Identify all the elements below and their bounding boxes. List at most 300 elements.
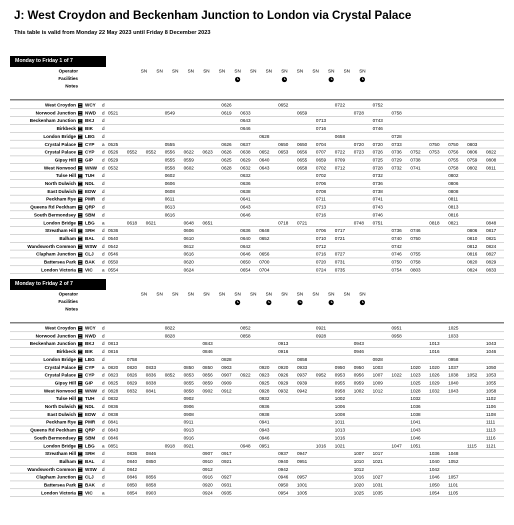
rail-symbol-icon <box>78 366 82 370</box>
departure-time: 1121 <box>486 443 496 449</box>
rail-symbol-icon <box>78 405 82 409</box>
departure-time: 0720 <box>315 259 327 265</box>
rail-symbol-icon <box>78 389 82 393</box>
operator-code: SN <box>156 291 163 297</box>
departure-time: 0741 <box>372 196 383 202</box>
arr-dep-flag: d <box>102 110 105 116</box>
departure-time: 0702 <box>315 173 327 179</box>
departure-time: 0659 <box>315 157 327 163</box>
arr-dep-flag: d <box>102 157 105 163</box>
station-code: CYP <box>85 372 95 378</box>
departure-time: 0829 <box>486 259 497 265</box>
departure-time: 0943 <box>259 427 270 433</box>
departure-time: 0813 <box>108 341 119 347</box>
rail-symbol-icon <box>78 475 82 479</box>
departure-time: 1047 <box>391 443 402 449</box>
departure-time: 0710 <box>315 235 327 241</box>
arr-dep-flag: d <box>102 188 105 194</box>
departure-time: 0842 <box>126 466 138 472</box>
arr-dep-flag: d <box>102 204 105 210</box>
departure-time: 0926 <box>278 372 289 378</box>
departure-time: 0811 <box>448 196 459 202</box>
departure-time: 1020 <box>353 482 364 488</box>
departure-time: 0720 <box>372 141 383 147</box>
departure-time: 1106 <box>486 404 496 409</box>
rail-symbol-icon <box>78 143 82 147</box>
station-name: East Dulwich <box>47 188 76 194</box>
departure-time: 0722 <box>334 149 346 155</box>
departure-time: 0850 <box>126 482 138 488</box>
departure-time: 1105 <box>448 490 459 496</box>
departure-time: 0917 <box>221 451 232 457</box>
departure-time: 0852 <box>164 372 175 378</box>
departure-time: 0750 <box>429 141 440 147</box>
departure-time: 0833 <box>145 364 157 370</box>
departure-time: 0928 <box>315 333 327 339</box>
clock-face-icon <box>329 77 334 82</box>
departure-time: 0958 <box>391 333 402 339</box>
station-name: Birkbeck <box>56 349 76 355</box>
departure-time: 0806 <box>467 228 478 234</box>
departure-time: 1002 <box>353 388 364 394</box>
departure-time: 1022 <box>391 372 402 378</box>
station-name: London Bridge <box>43 133 76 139</box>
departure-time: 1011 <box>334 419 345 425</box>
departure-time: 0620 <box>183 259 194 265</box>
station-name: Tulse Hill <box>55 173 76 179</box>
departure-time: 1054 <box>429 490 440 496</box>
departure-time: 0752 <box>410 149 421 155</box>
departure-time: 0642 <box>240 243 251 249</box>
departure-time: 0755 <box>448 157 459 163</box>
departure-time: 0658 <box>297 165 308 171</box>
rail-symbol-icon <box>78 150 82 154</box>
departure-time: 1053 <box>486 372 497 378</box>
station-code: WCY <box>85 102 96 108</box>
departure-time: 0746 <box>391 251 402 257</box>
station-name: North Dulwich <box>44 181 76 186</box>
station-name: Clapham Junction <box>36 251 76 257</box>
departure-time: 0825 <box>108 380 119 386</box>
validity-note: This table is valid from Monday 22 May 2023 until Friday 8 December 2023 <box>14 30 211 36</box>
departure-time: 0931 <box>221 482 232 488</box>
rail-symbol-icon <box>78 190 82 194</box>
rail-symbol-icon <box>78 182 82 186</box>
departure-time: 0943 <box>353 341 364 347</box>
departure-time: 0950 <box>278 482 289 488</box>
operator-code: SN <box>328 68 335 74</box>
departure-time: 0738 <box>372 188 383 194</box>
departure-time: 1025 <box>410 380 421 386</box>
departure-time: 0732 <box>391 165 402 171</box>
station-name: South Bermondsey <box>33 212 76 218</box>
rail-symbol-icon <box>78 245 82 249</box>
departure-time: 0722 <box>334 102 346 108</box>
departure-time: 1101 <box>448 482 459 488</box>
station-name: Battersea Park <box>43 259 76 265</box>
departure-time: 0636 <box>240 228 251 234</box>
departure-time: 0738 <box>410 157 421 163</box>
departure-time: 0626 <box>221 102 232 108</box>
departure-time: 0752 <box>372 102 383 108</box>
departure-time: 0937 <box>297 372 308 378</box>
departure-time: 0941 <box>259 419 270 425</box>
operator-code: SN <box>140 291 148 297</box>
departure-time: 0938 <box>259 411 270 417</box>
departure-time: 0950 <box>334 364 346 370</box>
rail-symbol-icon <box>78 491 82 495</box>
departure-time: 0658 <box>334 133 346 139</box>
departure-time: 0621 <box>145 220 157 226</box>
departure-time: 0623 <box>202 149 213 155</box>
departure-time: 1031 <box>372 482 383 488</box>
departure-time: 1007 <box>353 451 364 457</box>
departure-time: 0828 <box>108 388 119 394</box>
departure-time: 0850 <box>202 364 213 370</box>
departure-time: 1012 <box>372 388 383 394</box>
departure-time: 0813 <box>448 204 459 210</box>
departure-time: 0633 <box>240 110 251 116</box>
departure-time: 0811 <box>486 165 496 171</box>
departure-time: 0921 <box>183 443 194 449</box>
station-code: NWD <box>85 110 96 116</box>
arr-dep-flag: a <box>102 490 105 496</box>
operator-code: SN <box>187 68 194 74</box>
departure-time: 0540 <box>108 235 119 241</box>
departure-time: 1050 <box>486 364 497 370</box>
departure-time: 0820 <box>467 259 478 265</box>
departure-time: 0913 <box>183 427 194 433</box>
departure-time: 1005 <box>297 490 308 496</box>
departure-time: 0907 <box>202 451 213 457</box>
departure-time: 0921 <box>221 458 232 464</box>
departure-time: 0950 <box>353 364 364 370</box>
departure-time: 0843 <box>202 341 213 347</box>
departure-time: 0648 <box>183 220 194 226</box>
departure-time: 0940 <box>278 458 289 464</box>
departure-time: 0833 <box>486 267 497 273</box>
arr-dep-flag: a <box>102 364 105 370</box>
departure-time: 0612 <box>183 243 194 249</box>
arr-dep-flag: d <box>102 173 105 179</box>
departure-time: 1038 <box>448 372 459 378</box>
operator-code: SN <box>296 68 304 74</box>
departure-time: 0951 <box>297 458 308 464</box>
rail-symbol-icon <box>78 166 82 170</box>
departure-time: 0840 <box>126 458 138 464</box>
departure-time: 0832 <box>126 388 138 394</box>
station-code: PMR <box>85 196 96 202</box>
departure-time: 0643 <box>259 165 270 171</box>
departure-time: 0521 <box>108 110 119 116</box>
station-name: Queens Rd Peckham <box>30 204 76 210</box>
departure-time: 0542 <box>108 243 119 249</box>
departure-time: 0736 <box>391 228 402 234</box>
station-code: VIC <box>85 267 93 273</box>
station-code: SRH <box>85 451 95 457</box>
station-name: East Dulwich <box>47 411 76 417</box>
departure-time: 0956 <box>353 372 364 378</box>
departure-time: 0946 <box>278 474 289 480</box>
departure-time: 0743 <box>372 118 383 124</box>
departure-time: 0821 <box>448 220 459 226</box>
clock-face-icon <box>266 300 271 305</box>
header-label: Notes <box>65 83 78 89</box>
departure-time: 0954 <box>278 490 289 496</box>
departure-time: 0721 <box>297 220 308 226</box>
arr-dep-flag: d <box>102 372 105 378</box>
departure-time: 0729 <box>391 157 402 163</box>
departure-time: 0758 <box>448 165 459 171</box>
departure-time: 1009 <box>372 380 383 386</box>
departure-time: 0712 <box>315 243 327 249</box>
departure-time: 1048 <box>448 451 459 457</box>
departure-time: 0929 <box>278 380 289 386</box>
departure-time: 1016 <box>429 349 440 355</box>
departure-time: 0923 <box>259 372 270 378</box>
departure-time: 0619 <box>221 110 232 116</box>
departure-time: 0746 <box>410 228 421 234</box>
departure-time: 0629 <box>240 157 251 163</box>
departure-time: 1116 <box>486 435 496 441</box>
departure-time: 0756 <box>448 149 459 155</box>
departure-time: 0754 <box>391 267 402 273</box>
arr-dep-flag: d <box>102 149 105 155</box>
station-name: London Bridge <box>43 356 76 362</box>
station-name: Battersea Park <box>43 482 76 488</box>
rail-symbol-icon <box>78 413 82 417</box>
departure-time: 0812 <box>467 243 478 249</box>
operator-code: SN <box>296 291 304 297</box>
departure-time: 0802 <box>448 173 459 179</box>
departure-time: 1012 <box>353 466 364 472</box>
arr-dep-flag: d <box>102 341 105 347</box>
rail-symbol-icon <box>78 350 82 354</box>
rail-symbol-icon <box>78 237 82 241</box>
departure-time: 1050 <box>429 482 440 488</box>
departure-time: 0903 <box>145 490 157 496</box>
station-name: Streatham Hill <box>45 228 76 234</box>
station-name: Norwood Junction <box>35 333 76 339</box>
departure-time: 1046 <box>410 435 421 441</box>
arr-dep-flag: d <box>102 411 105 417</box>
departure-time: 1052 <box>467 372 478 378</box>
departure-time: 0721 <box>334 235 346 241</box>
departure-time: 0957 <box>297 474 308 480</box>
departure-time: 0558 <box>164 165 175 171</box>
arr-dep-flag: d <box>102 251 105 257</box>
departure-time: 0646 <box>240 212 251 218</box>
departure-time: 1042 <box>429 466 440 472</box>
clock-face-icon <box>297 300 302 305</box>
station-name: Norwood Junction <box>35 110 76 116</box>
departure-time: 1016 <box>334 435 346 441</box>
station-name: West Croydon <box>44 102 76 108</box>
departure-time: 0751 <box>372 220 383 226</box>
departure-time: 0928 <box>372 356 383 362</box>
departure-time: 0841 <box>108 419 119 425</box>
departure-time: 0903 <box>221 364 232 370</box>
departure-time: 0656 <box>297 149 308 155</box>
arr-dep-flag: d <box>102 118 105 124</box>
arr-dep-flag: d <box>102 396 105 402</box>
station-code: CYP <box>85 141 95 147</box>
station-code: BIK <box>85 349 93 355</box>
departure-time: 0808 <box>486 157 497 163</box>
station-code: TUH <box>85 396 95 402</box>
operator-code: SN <box>250 68 257 74</box>
departure-time: 0626 <box>221 141 232 147</box>
departure-time: 1003 <box>372 364 383 370</box>
station-code: CLJ <box>85 251 94 257</box>
departure-time: 0848 <box>486 220 497 226</box>
departure-time: 1016 <box>315 443 327 449</box>
clock-face-icon <box>282 77 287 82</box>
departure-time: 0555 <box>164 141 175 147</box>
departure-time: 0741 <box>410 165 421 171</box>
operator-code: SN <box>328 291 335 297</box>
header-label: Facilities <box>58 298 78 304</box>
arr-dep-flag: d <box>102 259 105 265</box>
departure-time: 1115 <box>467 443 477 449</box>
departure-time: 0918 <box>164 443 175 449</box>
departure-time: 0850 <box>145 458 157 464</box>
departure-time: 0947 <box>297 451 308 457</box>
departure-time: 1001 <box>297 482 308 488</box>
departure-time: 0613 <box>164 204 175 210</box>
rail-symbol-icon <box>78 158 82 162</box>
station-code: QRP <box>85 204 95 210</box>
departure-time: 1108 <box>486 411 496 417</box>
departure-time: 0638 <box>240 149 251 155</box>
departure-time: 0822 <box>164 325 175 331</box>
departure-time: 0552 <box>145 149 157 155</box>
departure-time: 0912 <box>202 466 213 472</box>
departure-time: 0656 <box>259 251 270 257</box>
departure-time: 1041 <box>410 419 421 425</box>
departure-time: 0606 <box>183 228 194 234</box>
departure-time: 0932 <box>278 388 289 394</box>
operator-code: SN <box>281 68 288 74</box>
departure-time: 1035 <box>372 490 383 496</box>
departure-time: 0759 <box>467 157 478 163</box>
departure-time: 0907 <box>221 372 232 378</box>
station-name: Beckenham Junction <box>29 341 76 347</box>
operator-code: SN <box>359 68 366 74</box>
station-code: WNW <box>85 165 97 171</box>
departure-time: 0821 <box>486 235 497 241</box>
departure-time: 0700 <box>259 259 270 265</box>
rail-symbol-icon <box>78 342 82 346</box>
departure-time: 0628 <box>221 165 232 171</box>
departure-time: 0946 <box>353 349 364 355</box>
departure-time: 0624 <box>183 267 194 273</box>
departure-time: 0706 <box>315 228 327 234</box>
departure-time: 0638 <box>240 188 251 194</box>
arr-dep-flag: d <box>102 435 105 441</box>
departure-time: 0725 <box>372 157 383 163</box>
departure-time: 0709 <box>334 157 346 163</box>
departure-time: 1051 <box>410 443 421 449</box>
station-name: West Norwood <box>43 165 76 171</box>
departure-time: 0858 <box>297 356 308 362</box>
departure-time: 0532 <box>108 165 119 171</box>
departure-time: 0928 <box>259 388 270 394</box>
arr-dep-flag: d <box>102 451 105 457</box>
departure-time: 0913 <box>278 341 289 347</box>
departure-time: 0910 <box>202 458 213 464</box>
departure-time: 0746 <box>372 212 383 218</box>
operator-code: SN <box>265 291 272 297</box>
arr-dep-flag: a <box>102 220 105 226</box>
arr-dep-flag: d <box>102 228 105 234</box>
table-heading: Monday to Friday 2 of 7 <box>10 279 106 290</box>
departure-time: 0820 <box>126 364 138 370</box>
station-code: BIK <box>85 126 93 132</box>
departure-time: 0650 <box>278 141 289 147</box>
departure-time: 0536 <box>108 228 119 234</box>
departure-time: 1052 <box>448 458 459 464</box>
departure-time: 0832 <box>108 396 119 402</box>
arr-dep-flag: a <box>102 267 105 273</box>
station-code: LBG <box>85 443 95 449</box>
departure-time: 0654 <box>240 267 251 273</box>
departure-time: 1023 <box>410 372 421 378</box>
departure-time: 1025 <box>448 325 459 331</box>
departure-time: 0959 <box>353 380 364 386</box>
operator-code: SN <box>312 68 319 74</box>
departure-time: 0823 <box>108 372 119 378</box>
departure-time: 1029 <box>429 380 440 386</box>
departure-time: 0724 <box>315 267 327 273</box>
station-code: BKJ <box>85 341 95 347</box>
departure-time: 0827 <box>486 251 497 257</box>
arr-dep-flag: d <box>102 466 105 472</box>
rail-symbol-icon <box>78 397 82 401</box>
station-code: BAL <box>85 235 95 241</box>
station-name: Wandsworth Common <box>27 466 76 472</box>
station-code: BKJ <box>85 118 95 124</box>
departure-time: 0758 <box>391 110 402 116</box>
departure-time: 0828 <box>164 333 175 339</box>
departure-time: 0858 <box>145 482 157 488</box>
departure-time: 0750 <box>410 235 421 241</box>
departure-time: 0846 <box>108 435 119 441</box>
departure-time: 0643 <box>240 118 251 124</box>
departure-time: 0824 <box>486 243 497 249</box>
departure-time: 0728 <box>353 110 364 116</box>
operator-code: SN <box>172 68 179 74</box>
departure-time: 0836 <box>126 451 138 457</box>
departure-time: 0628 <box>259 133 270 139</box>
rail-symbol-icon <box>78 229 82 233</box>
departure-time: 0616 <box>164 212 175 218</box>
departure-time: 1038 <box>410 411 421 417</box>
departure-time: 0713 <box>315 118 327 124</box>
arr-dep-flag: d <box>102 196 105 202</box>
station-code: TUH <box>85 173 95 179</box>
arr-dep-flag: d <box>102 333 105 339</box>
departure-time: 0953 <box>334 372 346 378</box>
departure-time: 0817 <box>486 228 497 234</box>
departure-time: 1008 <box>334 411 346 417</box>
departure-time: 0736 <box>372 181 383 186</box>
departure-time: 0733 <box>391 141 402 147</box>
departure-time: 0803 <box>467 141 478 147</box>
departure-time: 0716 <box>315 212 327 218</box>
arr-dep-flag: d <box>102 243 105 249</box>
departure-time: 0855 <box>183 380 194 386</box>
